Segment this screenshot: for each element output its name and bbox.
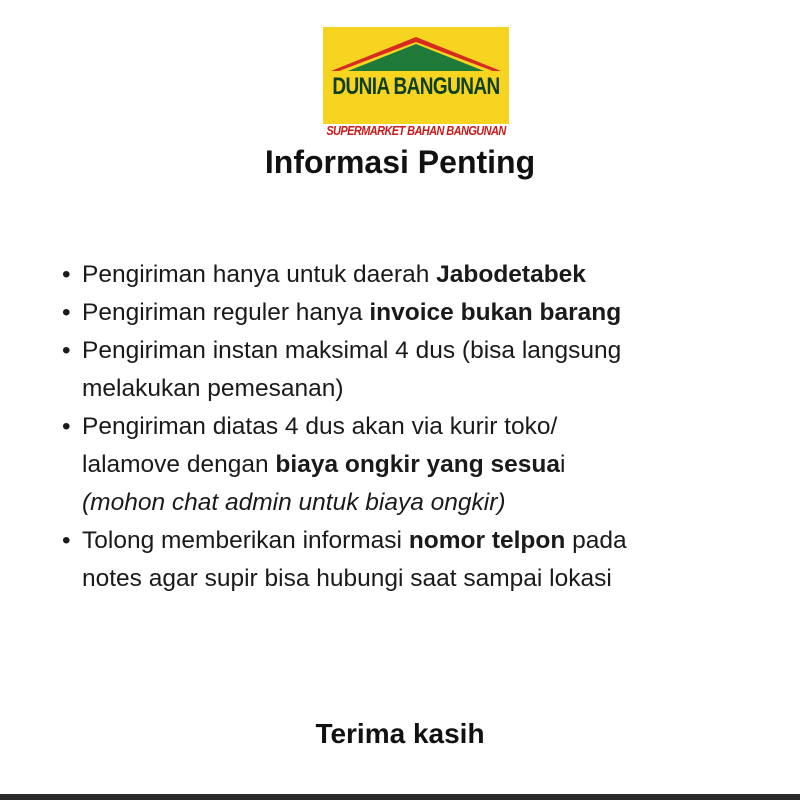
bullet-icon: • bbox=[62, 527, 71, 554]
item-text: Pengiriman hanya untuk daerah bbox=[82, 261, 437, 288]
item-text-line2: notes agar supir bisa hubungi saat sampai lokasi bbox=[82, 565, 612, 592]
item-text-line2: lalamove dengan bbox=[82, 451, 276, 478]
list-item bbox=[62, 522, 782, 598]
item-highlight: Jabodetabek bbox=[436, 261, 586, 288]
item-text-tail: i bbox=[560, 451, 566, 478]
closing-text: Terima kasih bbox=[315, 718, 485, 749]
item-text-line1: Tolong memberikan informasi bbox=[82, 527, 409, 554]
item-note: (mohon chat admin untuk biaya ongkir) bbox=[82, 489, 506, 516]
list-item bbox=[62, 332, 782, 408]
item-text-line1: Pengiriman diatas 4 dus akan via kurir toko/ bbox=[82, 413, 558, 440]
item-text-line2: melakukan pemesanan) bbox=[82, 375, 344, 402]
item-highlight: invoice bukan barang bbox=[369, 299, 622, 326]
item-text: Pengiriman reguler hanya bbox=[82, 299, 370, 326]
bullet-icon: • bbox=[62, 261, 71, 288]
item-text-tail: pada bbox=[565, 527, 627, 554]
list-item bbox=[62, 256, 782, 294]
bottom-divider bbox=[0, 794, 800, 800]
logo-name: DUNIA BANGUNAN bbox=[332, 74, 500, 101]
list-item bbox=[62, 294, 782, 332]
item-text-line1: Pengiriman instan maksimal 4 dus (bisa langsung bbox=[82, 337, 622, 364]
list-item bbox=[62, 408, 782, 522]
bullet-icon: • bbox=[62, 413, 71, 440]
logo-tagline: SUPERMARKET BAHAN BANGUNAN bbox=[326, 124, 506, 139]
page-title: Informasi Penting bbox=[264, 144, 536, 180]
company-logo bbox=[323, 27, 509, 139]
item-highlight: nomor telpon bbox=[408, 527, 566, 554]
item-highlight: biaya ongkir yang sesua bbox=[275, 451, 561, 478]
info-list bbox=[62, 256, 782, 598]
bullet-icon: • bbox=[62, 299, 71, 326]
bullet-icon: • bbox=[62, 337, 71, 364]
